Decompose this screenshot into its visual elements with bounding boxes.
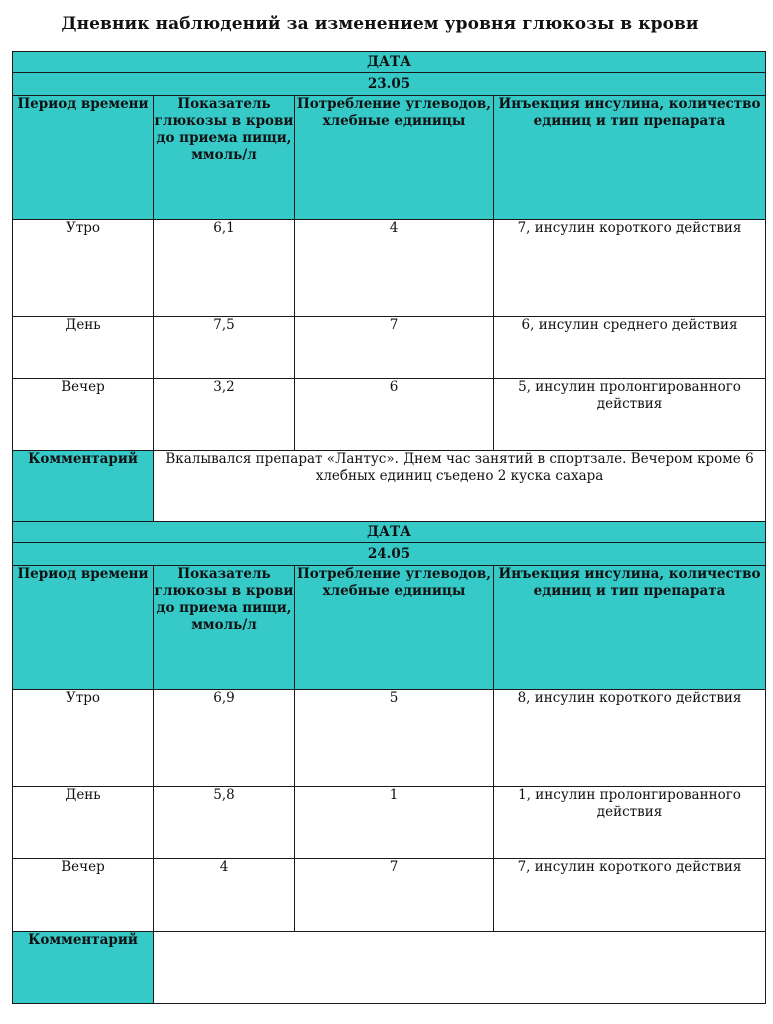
column-header-row xyxy=(13,566,766,690)
period-cell: Утро xyxy=(13,220,154,317)
comment-label: Комментарий xyxy=(13,451,154,522)
carbs-cell: 7 xyxy=(295,317,494,379)
insulin-cell: 1, инсулин пролонгированного действия xyxy=(494,787,766,859)
carbs-cell: 6 xyxy=(295,379,494,451)
table-row xyxy=(13,690,766,787)
carbs-cell: 7 xyxy=(295,859,494,932)
glucose-cell: 7,5 xyxy=(154,317,295,379)
period-cell: День xyxy=(13,787,154,859)
glucose-cell: 3,2 xyxy=(154,379,295,451)
date-value-row xyxy=(13,543,766,566)
insulin-cell: 5, инсулин пролонгированного действия xyxy=(494,379,766,451)
column-header-glucose: Показатель глюкозы в крови до приема пищи, ммоль/л xyxy=(154,96,295,220)
period-cell: Вечер xyxy=(13,859,154,932)
carbs-cell: 1 xyxy=(295,787,494,859)
column-header-carbs: Потребление углеводов, хлебные единицы xyxy=(295,566,494,690)
column-header-period: Период времени xyxy=(13,96,154,220)
insulin-cell: 7, инсулин короткого действия xyxy=(494,859,766,932)
table-row xyxy=(13,220,766,317)
date-value-row xyxy=(13,73,766,96)
column-header-glucose: Показатель глюкозы в крови до приема пищи, ммоль/л xyxy=(154,566,295,690)
comment-text: Вкалывался препарат «Лантус». Днем час занятий в спортзале. Вечером кроме 6 хлебных единиц съедено 2 куска сахара xyxy=(154,451,766,522)
insulin-cell: 6, инсулин среднего действия xyxy=(494,317,766,379)
table-row xyxy=(13,787,766,859)
date-label: ДАТА xyxy=(13,52,766,73)
date-label-row xyxy=(13,522,766,543)
table-row xyxy=(13,379,766,451)
insulin-cell: 8, инсулин короткого действия xyxy=(494,690,766,787)
period-cell: День xyxy=(13,317,154,379)
comment-text xyxy=(154,932,766,1004)
date-label-row xyxy=(13,52,766,73)
glucose-cell: 5,8 xyxy=(154,787,295,859)
column-header-row xyxy=(13,96,766,220)
insulin-cell: 7, инсулин короткого действия xyxy=(494,220,766,317)
column-header-insulin: Инъекция инсулина, количество единиц и тип препарата xyxy=(494,566,766,690)
comment-row xyxy=(13,451,766,522)
period-cell: Вечер xyxy=(13,379,154,451)
glucose-cell: 6,9 xyxy=(154,690,295,787)
table-row xyxy=(13,317,766,379)
glucose-cell: 6,1 xyxy=(154,220,295,317)
date-label: ДАТА xyxy=(13,522,766,543)
comment-label: Комментарий xyxy=(13,932,154,1004)
column-header-insulin: Инъекция инсулина, количество единиц и тип препарата xyxy=(494,96,766,220)
glucose-diary-table xyxy=(12,51,766,1004)
date-value: 24.05 xyxy=(13,543,766,566)
carbs-cell: 4 xyxy=(295,220,494,317)
date-value: 23.05 xyxy=(13,73,766,96)
comment-row xyxy=(13,932,766,1004)
carbs-cell: 5 xyxy=(295,690,494,787)
period-cell: Утро xyxy=(13,690,154,787)
page-title: Дневник наблюдений за изменением уровня глюкозы в крови xyxy=(61,14,699,34)
column-header-period: Период времени xyxy=(13,566,154,690)
glucose-cell: 4 xyxy=(154,859,295,932)
table-row xyxy=(13,859,766,932)
column-header-carbs: Потребление углеводов, хлебные единицы xyxy=(295,96,494,220)
